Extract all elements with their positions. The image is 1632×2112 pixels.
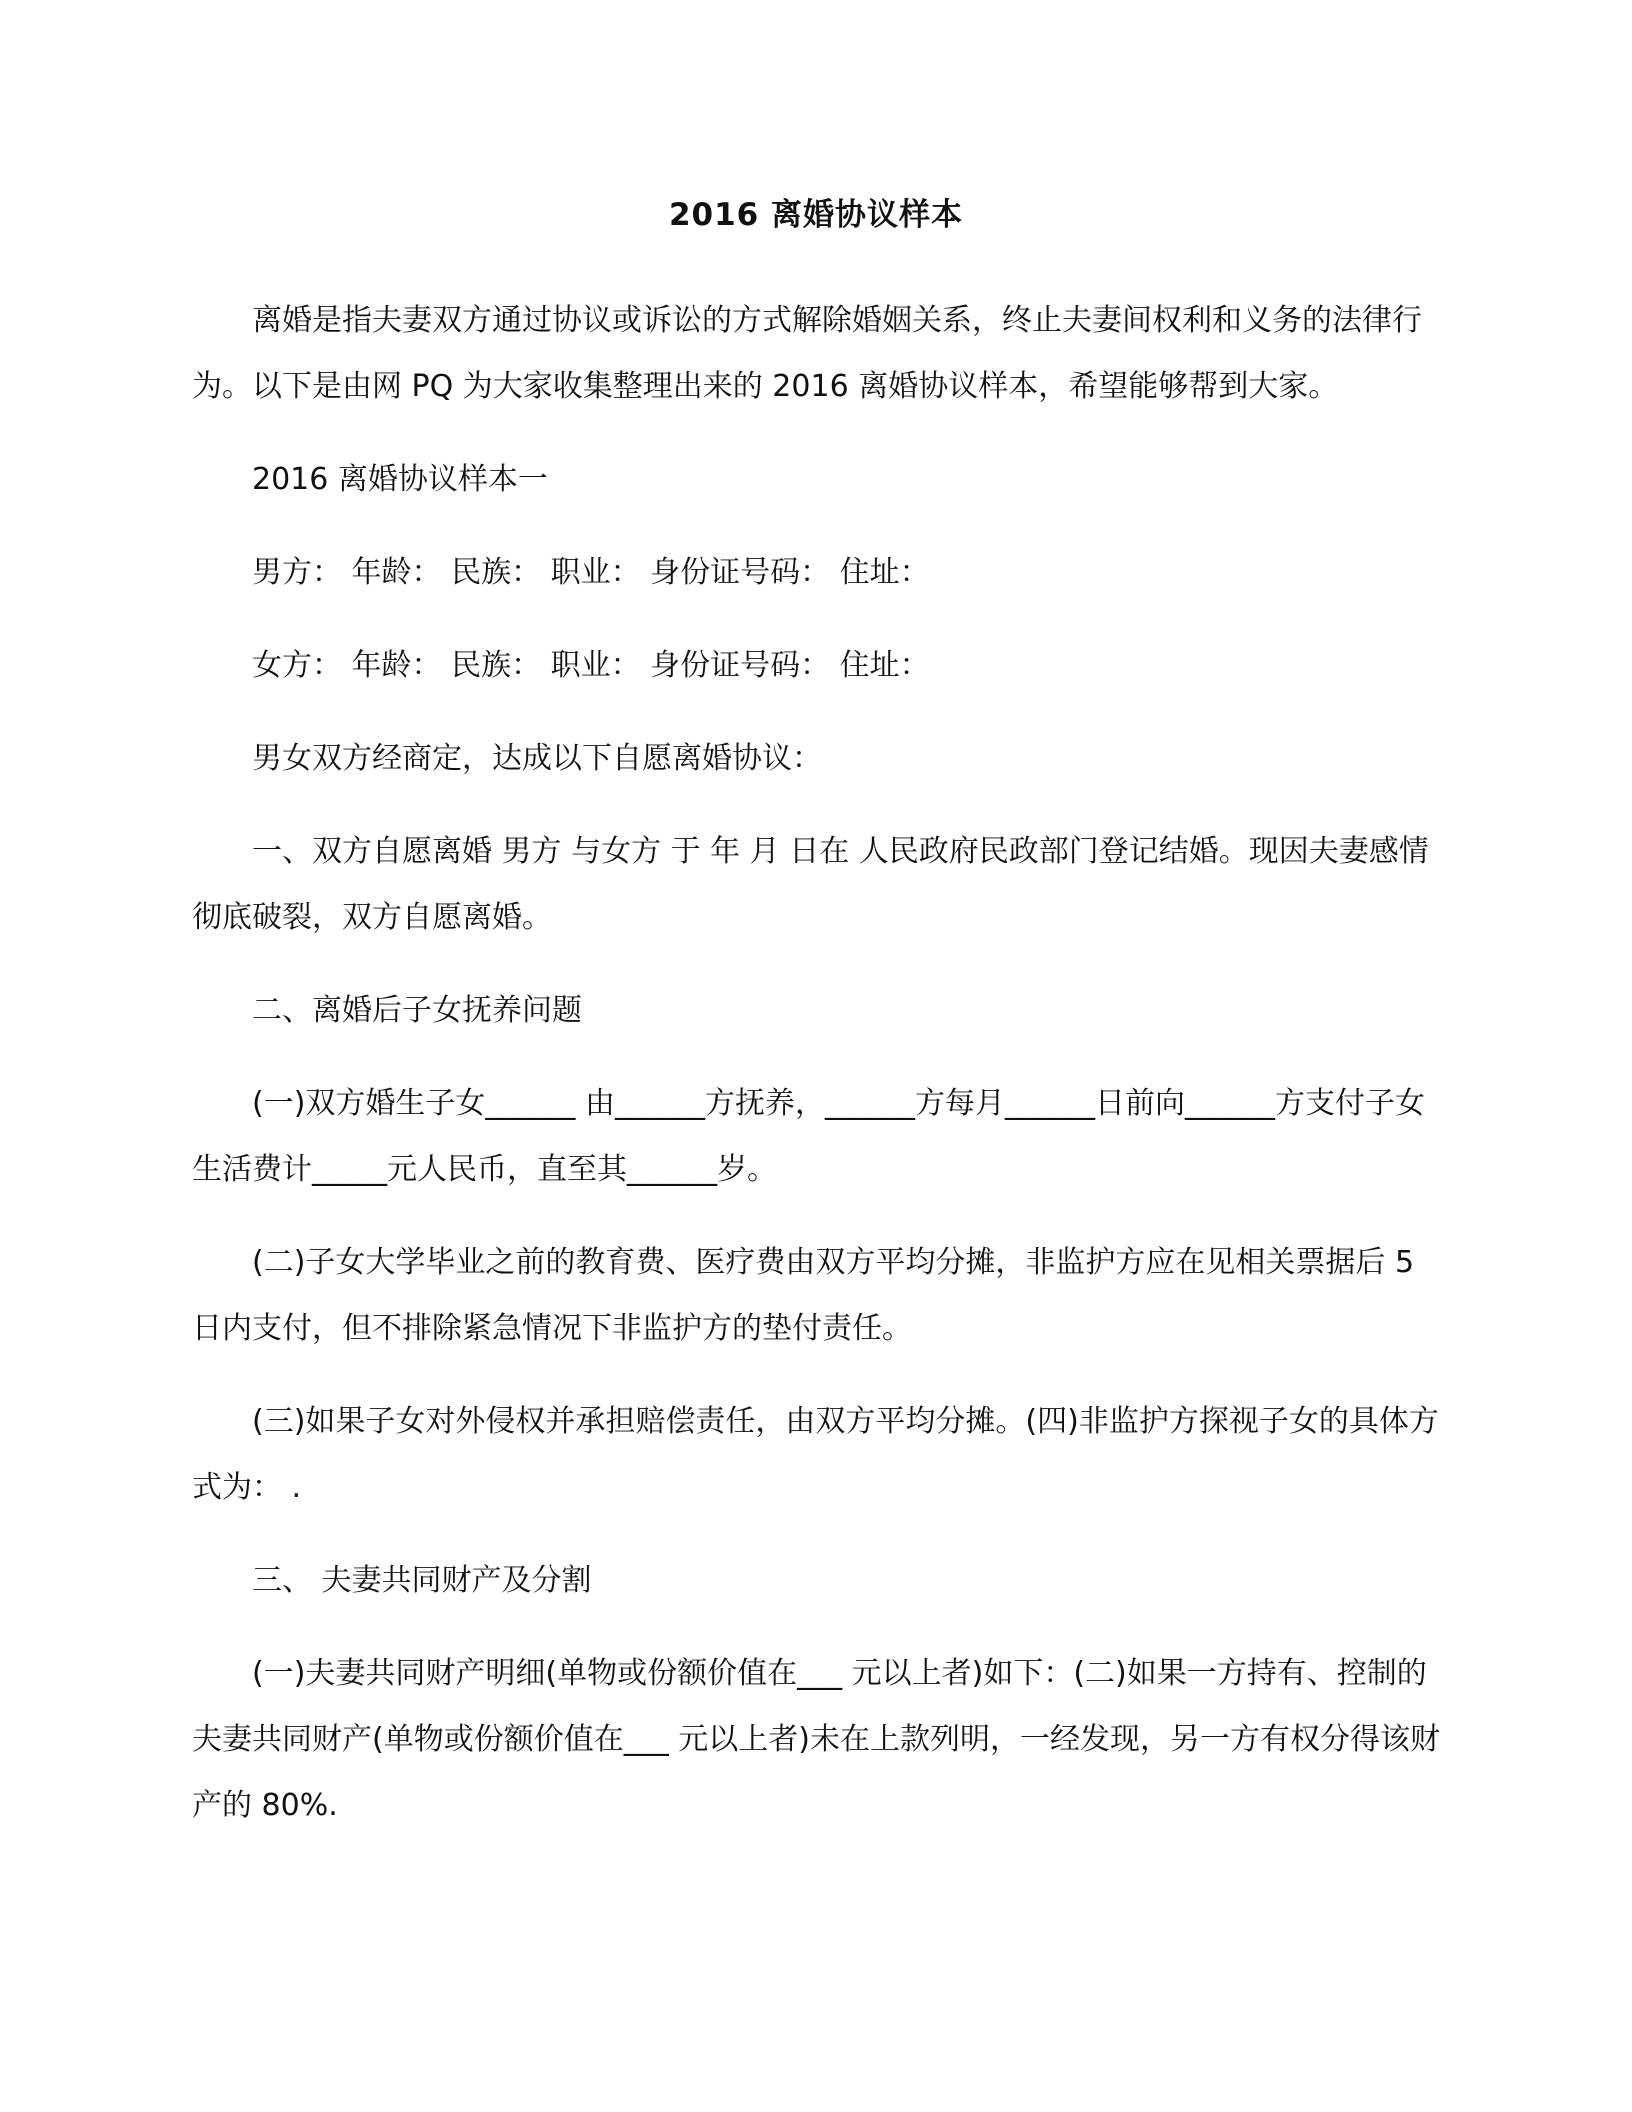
male-party-line: 男方： 年龄： 民族： 职业： 身份证号码： 住址： (252, 555, 930, 590)
document-title: 2016 离婚协议样本 (668, 197, 964, 233)
clause-three-heading: 三、 夫妻共同财产及分割 (252, 1563, 592, 1598)
sample-heading: 2016 离婚协议样本一 (252, 462, 548, 497)
clause-three-item-one: (一)夫妻共同财产明细(单物或份额价值在___ 元以上者)如下：(二)如果一方持有、控制的夫妻共同财产(单物或份额价值在___ 元以上者)未在上款列明，一经发现，另一方有权分得该财产的 80%. (192, 1656, 1440, 1823)
agreement-intro: 男女双方经商定，达成以下自愿离婚协议： (252, 741, 822, 776)
clause-two-heading: 二、离婚后子女抚养问题 (252, 993, 582, 1028)
document-body (192, 288, 1442, 1866)
intro-paragraph: 离婚是指夫妻双方通过协议或诉讼的方式解除婚姻关系，终止夫妻间权利和义务的法律行为。以下是由网 PQ 为大家收集整理出来的 2016 离婚协议样本，希望能够帮到大家。 (192, 303, 1422, 404)
clause-two-item-two: (二)子女大学毕业之前的教育费、医疗费由双方平均分摊，非监护方应在见相关票据后 5 日内支付，但不排除紧急情况下非监护方的垫付责任。 (192, 1245, 1415, 1346)
clause-two-item-three: (三)如果子女对外侵权并承担赔偿责任，由双方平均分摊。(四)非监护方探视子女的具体方式为： . (192, 1404, 1439, 1505)
female-party-line: 女方： 年龄： 民族： 职业： 身份证号码： 住址： (252, 648, 930, 683)
clause-one: 一、双方自愿离婚 男方 与女方 于 年 月 日在 人民政府民政部门登记结婚。现因夫妻感情彻底破裂，双方自愿离婚。 (192, 834, 1429, 935)
clause-two-item-one: (一)双方婚生子女______ 由______方抚养，______方每月______日前向______方支付子女生活费计_____元人民币，直至其______岁。 (192, 1086, 1425, 1187)
